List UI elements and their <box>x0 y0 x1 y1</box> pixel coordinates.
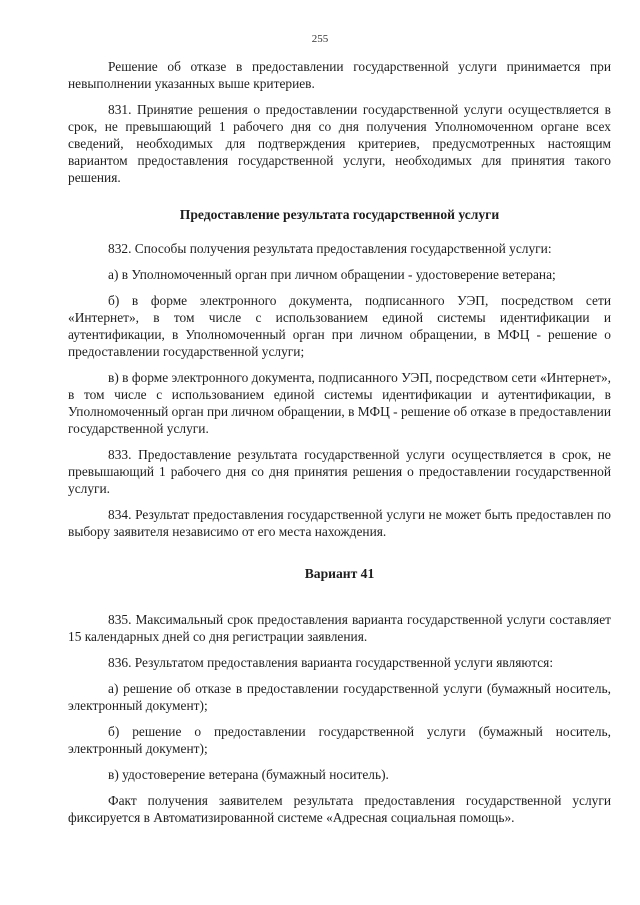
paragraph-831: 831. Принятие решения о предоставлении государственной услуги осуществляется в срок, не превышающий 1 рабочего дня со дня получения Уполномоченном органе всех сведений, необходимых для подтверждения критериев, предусмотренных настоящим вариантом предоставления государственной услуги, необходимых для принятия такого решения. <box>68 102 611 185</box>
page-number: 255 <box>311 33 329 45</box>
paragraph-833: 833. Предоставление результата государственной услуги осуществляется в срок, не превышающий 1 рабочего дня со дня принятия решения о предоставлении государственной услуги. <box>68 447 611 496</box>
paragraph-835: 835. Максимальный срок предоставления варианта государственной услуги составляет 15 календарных дней со дня регистрации заявления. <box>68 612 611 644</box>
paragraph-fact-recording: Факт получения заявителем результата предоставления государственной услуги фиксируется в Автоматизированной системе «Адресная социальная помощь». <box>68 793 611 825</box>
paragraph-834: 834. Результат предоставления государственной услуги не может быть предоставлен по выбору заявителя независимо от его места нахождения. <box>68 507 611 539</box>
document-body <box>68 58 611 835</box>
paragraph-836-b: б) решение о предоставлении государственной услуги (бумажный носитель, электронный документ); <box>68 724 611 756</box>
section-heading-result: Предоставление результата государственной услуги <box>179 207 500 222</box>
paragraph-832-v: в) в форме электронного документа, подписанного УЭП, посредством сети «Интернет», в том числе с использованием единой системы идентификации и аутентификации, в Уполномоченный орган при личном обращении, в МФЦ - решение об отказе в предоставлении государственной услуги. <box>68 370 611 436</box>
paragraph-836-a: а) решение об отказе в предоставлении государственной услуги (бумажный носитель, электронный документ); <box>68 681 611 713</box>
paragraph-refusal-criteria: Решение об отказе в предоставлении государственной услуги принимается при невыполнении указанных выше критериев. <box>68 59 611 91</box>
section-heading-variant: Вариант 41 <box>304 566 375 581</box>
paragraph-832-a: а) в Уполномоченный орган при личном обращении - удостоверение ветерана; <box>108 267 556 282</box>
paragraph-836-v: в) удостоверение ветерана (бумажный носитель). <box>108 767 389 782</box>
paragraph-832: 832. Способы получения результата предоставления государственной услуги: <box>108 241 552 256</box>
paragraph-832-b: б) в форме электронного документа, подписанного УЭП, посредством сети «Интернет», в том числе с использованием единой системы идентификации и аутентификации, в Уполномоченный орган при личном обращении, в МФЦ - решение о предоставлении государственной услуги; <box>68 293 611 359</box>
paragraph-836: 836. Результатом предоставления варианта государственной услуги являются: <box>108 655 554 670</box>
